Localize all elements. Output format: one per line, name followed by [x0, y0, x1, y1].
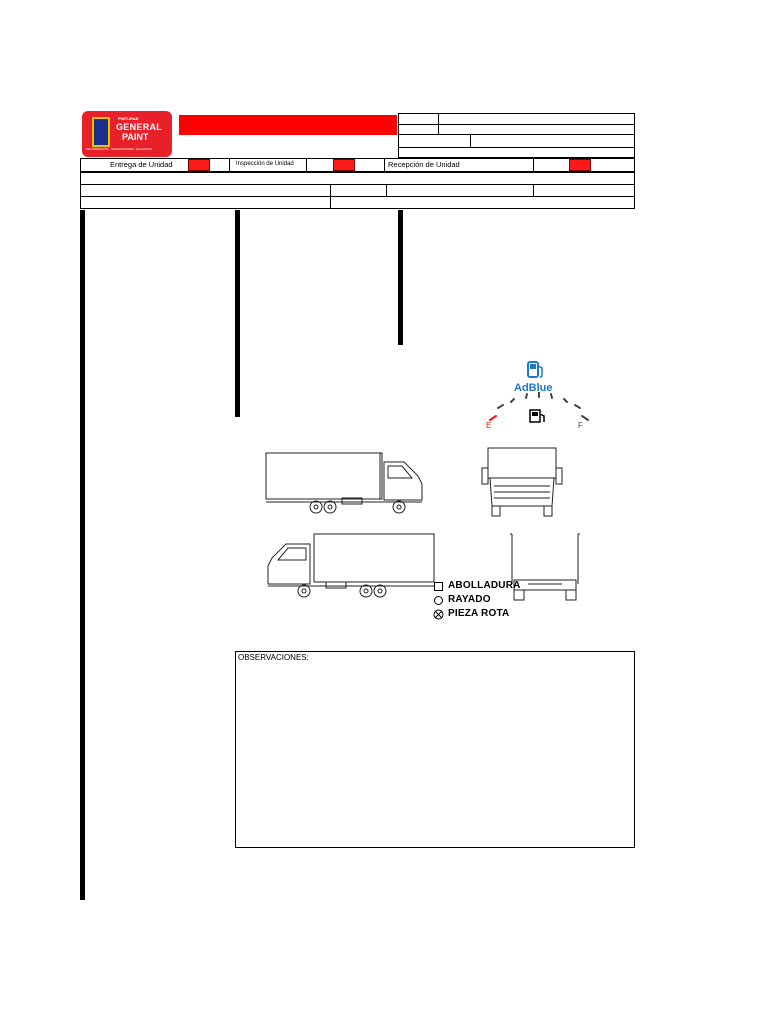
check-cell[interactable]	[84, 356, 85, 368]
right-checklist-row	[399, 247, 403, 259]
left-checklist-row	[81, 416, 85, 428]
check-cell[interactable]	[402, 259, 403, 271]
middle-checklist-row	[236, 283, 240, 295]
middle-checklist-row	[236, 404, 240, 416]
observations-title: OBSERVACIONES:	[238, 653, 309, 662]
check-cell[interactable]	[84, 259, 85, 271]
left-checklist-row	[81, 610, 85, 622]
right-checklist-section-header	[399, 211, 403, 223]
legend-scratch-circle-icon	[434, 596, 443, 605]
check-cell[interactable]	[84, 211, 85, 223]
left-checklist-row	[81, 380, 85, 392]
check-cell[interactable]	[84, 380, 85, 392]
check-cell[interactable]	[402, 271, 403, 283]
recepcion-label: Recepción de Unidad	[388, 160, 460, 169]
check-cell[interactable]	[84, 622, 85, 634]
left-checklist-section-header	[81, 319, 85, 331]
middle-checklist-row	[236, 235, 240, 247]
check-cell[interactable]	[239, 368, 240, 380]
check-cell[interactable]	[84, 464, 85, 476]
middle-checklist-row	[236, 380, 240, 392]
gauge-empty-label: E	[486, 421, 492, 430]
left-checklist-row	[81, 477, 85, 489]
left-checklist-row	[81, 791, 85, 803]
legend-dent-label: ABOLLADURA	[448, 580, 521, 591]
check-cell[interactable]	[84, 694, 85, 706]
check-cell[interactable]	[84, 610, 85, 622]
left-checklist-section-header	[81, 211, 85, 223]
middle-checklist-row	[236, 392, 240, 404]
check-cell[interactable]	[84, 368, 85, 380]
middle-checklist-row	[236, 344, 240, 356]
check-cell[interactable]	[84, 283, 85, 295]
right-checklist-row	[399, 235, 403, 247]
left-checklist-section-header	[81, 513, 85, 525]
adblue-logo	[514, 360, 554, 396]
check-cell[interactable]	[239, 235, 240, 247]
check-cell[interactable]	[84, 561, 85, 573]
left-checklist-row	[81, 344, 85, 356]
middle-checklist-row	[236, 271, 240, 283]
check-cell[interactable]	[239, 404, 240, 416]
check-cell[interactable]	[84, 331, 85, 343]
middle-checklist-row	[236, 368, 240, 380]
check-cell[interactable]	[239, 356, 240, 368]
left-checklist-row	[81, 622, 85, 634]
header-title-bar	[179, 115, 397, 135]
check-cell[interactable]	[239, 307, 240, 319]
check-cell[interactable]	[84, 573, 85, 585]
check-cell[interactable]	[84, 271, 85, 283]
check-cell[interactable]	[84, 731, 85, 743]
check-cell[interactable]	[84, 634, 85, 646]
check-cell[interactable]	[84, 864, 85, 876]
logo-tagline: RECUBRIMIENTOS · ORGANIZACIONES · SOLUCIONES	[86, 148, 153, 151]
middle-checklist-row	[236, 331, 240, 343]
check-cell[interactable]	[84, 718, 85, 730]
left-checklist-row	[81, 694, 85, 706]
check-cell[interactable]	[84, 319, 85, 331]
logo-brand-line1: GENERAL	[116, 122, 163, 132]
check-cell[interactable]	[402, 235, 403, 247]
left-checklist-row	[81, 706, 85, 718]
check-cell[interactable]	[239, 283, 240, 295]
check-cell[interactable]	[402, 247, 403, 259]
left-checklist-row	[81, 718, 85, 730]
legend-dent-square-icon	[434, 582, 443, 591]
left-checklist-row	[81, 815, 85, 827]
left-checklist-row	[81, 464, 85, 476]
left-checklist-row	[81, 670, 85, 682]
left-checklist-row	[81, 658, 85, 670]
check-cell[interactable]	[239, 211, 240, 223]
left-checklist-section-header	[81, 767, 85, 779]
left-checklist-row	[81, 549, 85, 561]
left-checklist-row	[81, 452, 85, 464]
check-cell[interactable]	[84, 513, 85, 525]
right-checklist-row	[399, 296, 403, 308]
check-cell[interactable]	[84, 767, 85, 779]
inspeccion-checkbox[interactable]	[333, 159, 355, 171]
check-cell[interactable]	[84, 791, 85, 803]
check-cell[interactable]	[239, 344, 240, 356]
fuel-can-icon	[530, 410, 544, 422]
left-checklist-row	[81, 428, 85, 440]
truck-side-right-diagram	[262, 450, 432, 516]
check-cell[interactable]	[84, 815, 85, 827]
right-checklist-row	[399, 223, 403, 235]
left-checklist-row	[81, 864, 85, 876]
check-cell[interactable]	[84, 839, 85, 851]
left-checklist-row	[81, 368, 85, 380]
check-cell[interactable]	[84, 416, 85, 428]
header-info-grid	[398, 113, 635, 158]
left-checklist-row	[81, 743, 85, 755]
recepcion-checkbox[interactable]	[569, 159, 591, 171]
check-cell[interactable]	[84, 779, 85, 791]
left-checklist-row	[81, 537, 85, 549]
left-checklist-row	[81, 489, 85, 501]
check-cell[interactable]	[84, 295, 85, 307]
left-checklist-row	[81, 271, 85, 283]
check-cell[interactable]	[402, 308, 403, 320]
left-checklist-row	[81, 247, 85, 259]
left-checklist-row	[81, 331, 85, 343]
vehicle-info-rows	[80, 172, 635, 209]
check-cell[interactable]	[84, 755, 85, 767]
adblue-ad: Ad	[514, 382, 529, 394]
check-cell[interactable]	[84, 440, 85, 452]
check-cell[interactable]	[84, 489, 85, 501]
check-cell[interactable]	[239, 295, 240, 307]
left-checklist-row	[81, 223, 85, 235]
logo-emblem	[92, 117, 110, 147]
middle-checklist-row	[236, 295, 240, 307]
middle-checklist-row	[236, 259, 240, 271]
left-checklist-section-header	[81, 646, 85, 658]
middle-checklist-row	[236, 319, 240, 331]
check-cell[interactable]	[239, 259, 240, 271]
truck-rear-diagram	[508, 532, 582, 604]
middle-checklist-row	[236, 356, 240, 368]
check-cell[interactable]	[84, 525, 85, 537]
left-checklist-row	[81, 235, 85, 247]
left-checklist-row	[81, 404, 85, 416]
left-checklist-row	[81, 561, 85, 573]
check-cell[interactable]	[402, 320, 403, 332]
check-cell[interactable]	[84, 743, 85, 755]
middle-checklist-table	[235, 210, 240, 417]
check-cell[interactable]	[84, 404, 85, 416]
logo-brand-line2: PAINT	[122, 132, 149, 142]
observations-box[interactable]	[235, 651, 635, 848]
middle-checklist-row	[236, 307, 240, 319]
left-checklist-row	[81, 295, 85, 307]
check-cell[interactable]	[84, 706, 85, 718]
check-cell[interactable]	[84, 477, 85, 489]
left-checklist-table	[80, 210, 85, 900]
left-checklist-row	[81, 501, 85, 513]
check-cell[interactable]	[239, 247, 240, 259]
left-checklist-row	[81, 755, 85, 767]
check-cell[interactable]	[84, 247, 85, 259]
check-cell[interactable]	[239, 223, 240, 235]
check-cell[interactable]	[84, 670, 85, 682]
check-cell[interactable]	[402, 211, 403, 223]
truck-side-left-diagram	[262, 532, 438, 600]
company-logo	[82, 111, 172, 157]
legend-broken-part-label: PIEZA ROTA	[448, 608, 510, 619]
check-cell[interactable]	[84, 876, 85, 888]
check-cell[interactable]	[84, 537, 85, 549]
check-cell[interactable]	[84, 803, 85, 815]
left-checklist-row	[81, 573, 85, 585]
left-checklist-section-header	[81, 307, 85, 319]
check-cell[interactable]	[84, 307, 85, 319]
left-checklist-row	[81, 585, 85, 597]
check-cell[interactable]	[84, 888, 85, 900]
check-cell[interactable]	[84, 223, 85, 235]
check-cell[interactable]	[84, 585, 85, 597]
middle-checklist-section-header	[236, 211, 240, 223]
right-checklist-row	[399, 271, 403, 283]
check-cell[interactable]	[239, 331, 240, 343]
right-checklist-row	[399, 332, 403, 344]
check-cell[interactable]	[84, 658, 85, 670]
fuel-pump-icon	[524, 360, 564, 382]
legend-scratch-label: RAYADO	[448, 594, 491, 605]
legend-broken-part-icon	[433, 609, 444, 620]
check-cell[interactable]	[239, 380, 240, 392]
right-checklist-row	[399, 308, 403, 320]
check-cell[interactable]	[84, 851, 85, 863]
check-cell[interactable]	[84, 344, 85, 356]
left-checklist-row	[81, 259, 85, 271]
left-checklist-row	[81, 392, 85, 404]
adblue-blue: Blue	[528, 382, 553, 394]
truck-front-diagram	[480, 446, 564, 518]
entrega-label: Entrega de Unidad	[110, 160, 173, 169]
check-cell[interactable]	[402, 223, 403, 235]
check-cell[interactable]	[402, 284, 403, 296]
gauge-full-label: F	[578, 421, 583, 430]
left-checklist-row	[81, 283, 85, 295]
check-cell[interactable]	[84, 827, 85, 839]
inspeccion-label: Inspección de Unidad	[236, 161, 294, 167]
left-checklist-row	[81, 827, 85, 839]
left-checklist-row	[81, 888, 85, 900]
entrega-checkbox[interactable]	[188, 159, 210, 171]
left-checklist-row	[81, 803, 85, 815]
check-cell[interactable]	[84, 428, 85, 440]
left-checklist-row	[81, 779, 85, 791]
check-cell[interactable]	[402, 332, 403, 344]
left-checklist-row	[81, 839, 85, 851]
left-checklist-row	[81, 682, 85, 694]
left-checklist-row	[81, 598, 85, 610]
logo-top-text: PINTURAS	[118, 116, 139, 121]
right-checklist-table	[398, 210, 403, 345]
check-cell[interactable]	[239, 319, 240, 331]
left-checklist-row	[81, 731, 85, 743]
check-cell[interactable]	[84, 501, 85, 513]
check-cell[interactable]	[239, 271, 240, 283]
left-checklist-row	[81, 634, 85, 646]
middle-checklist-row	[236, 223, 240, 235]
check-cell[interactable]	[84, 682, 85, 694]
check-cell[interactable]	[84, 452, 85, 464]
left-checklist-row	[81, 440, 85, 452]
left-checklist-row	[81, 356, 85, 368]
right-checklist-row	[399, 320, 403, 332]
left-checklist-row	[81, 851, 85, 863]
check-cell[interactable]	[84, 646, 85, 658]
middle-checklist-row	[236, 247, 240, 259]
left-checklist-row	[81, 876, 85, 888]
left-checklist-row	[81, 525, 85, 537]
right-checklist-row	[399, 284, 403, 296]
check-cell[interactable]	[84, 598, 85, 610]
check-cell[interactable]	[84, 392, 85, 404]
check-cell[interactable]	[402, 296, 403, 308]
check-cell[interactable]	[84, 235, 85, 247]
check-cell[interactable]	[84, 549, 85, 561]
right-checklist-row	[399, 259, 403, 271]
check-cell[interactable]	[239, 392, 240, 404]
